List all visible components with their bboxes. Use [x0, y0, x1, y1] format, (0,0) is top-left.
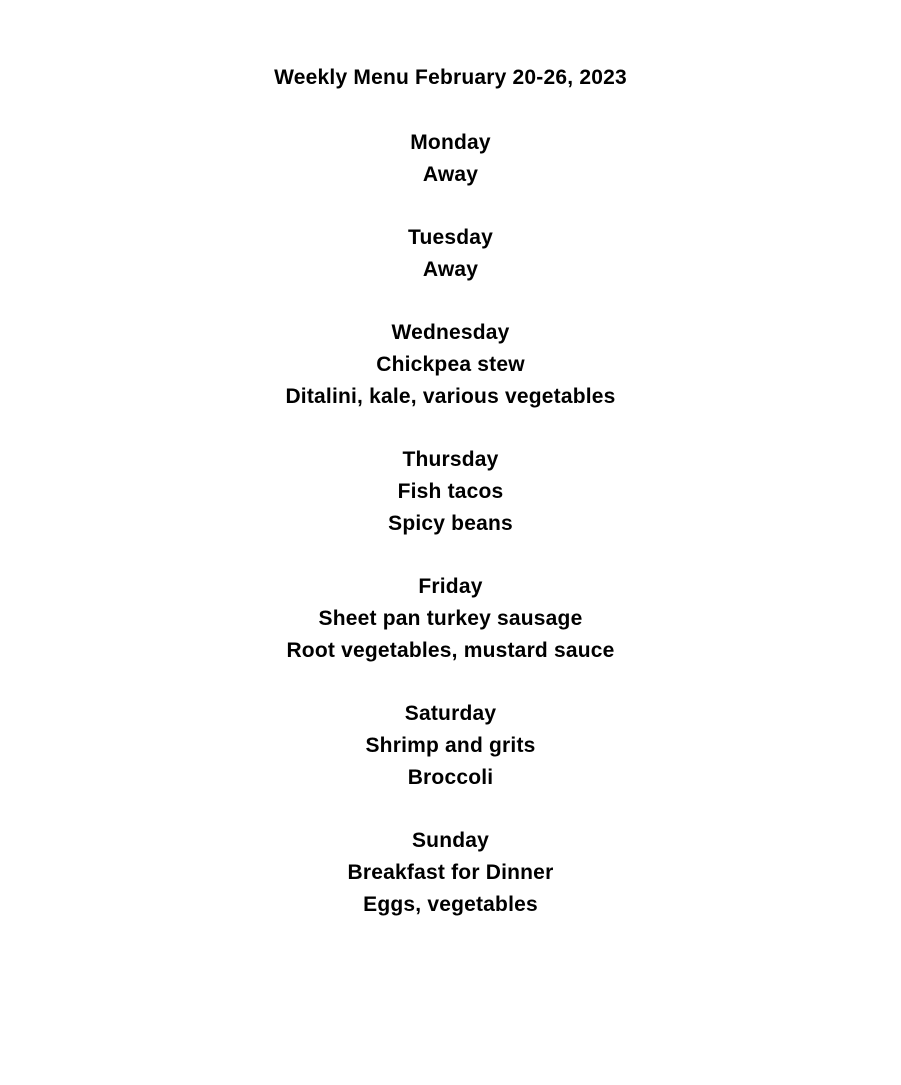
menu-item: Away [422, 163, 479, 186]
menu-day-wednesday [0, 317, 901, 413]
menu-item: Fish tacos [397, 480, 504, 503]
menu-item: Ditalini, kale, various vegetables [285, 385, 616, 408]
day-name: Tuesday [407, 226, 494, 249]
day-name: Friday [418, 575, 483, 598]
menu-item: Spicy beans [388, 512, 513, 535]
menu-day-monday [0, 127, 901, 191]
day-name: Sunday [411, 829, 490, 852]
menu-item: Chickpea stew [376, 353, 525, 376]
menu-item: Shrimp and grits [365, 734, 536, 757]
menu-day-saturday [0, 698, 901, 794]
menu-item: Breakfast for Dinner [347, 861, 554, 884]
menu-day-thursday [0, 444, 901, 540]
menu-item: Root vegetables, mustard sauce [286, 639, 615, 662]
menu-item: Eggs, vegetables [363, 893, 538, 916]
page-title: Weekly Menu February 20-26, 2023 [274, 66, 627, 89]
menu-item: Sheet pan turkey sausage [318, 607, 583, 630]
menu-day-sunday [0, 825, 901, 921]
document-page [0, 62, 901, 1085]
day-name: Saturday [404, 702, 497, 725]
day-name: Thursday [402, 448, 499, 471]
menu-list [0, 127, 901, 921]
menu-item: Away [422, 258, 479, 281]
day-name: Monday [410, 131, 491, 154]
day-name: Wednesday [391, 321, 510, 344]
menu-day-friday [0, 571, 901, 667]
menu-day-tuesday [0, 222, 901, 286]
menu-item: Broccoli [407, 766, 494, 789]
